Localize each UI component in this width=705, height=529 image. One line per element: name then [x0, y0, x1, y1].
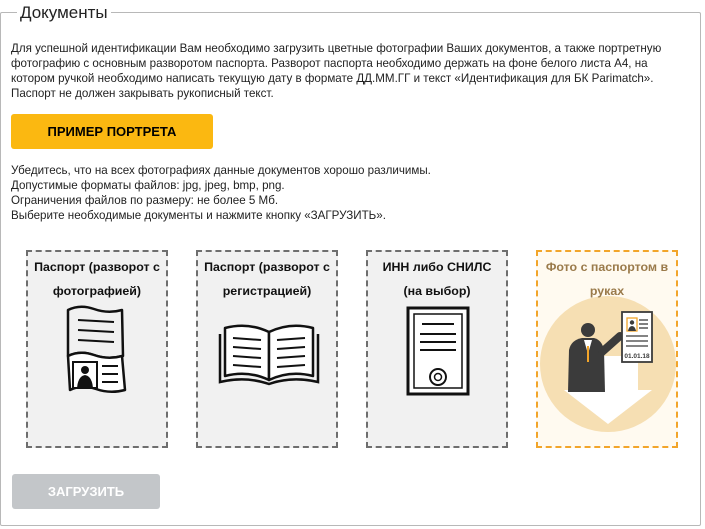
requirement-line: Выберите необходимые документы и нажмите кнопку «ЗАГРУЗИТЬ». — [11, 209, 386, 222]
card-title: Фото с паспортом в руках — [545, 260, 669, 298]
upload-card-selfie-passport[interactable] — [536, 250, 678, 448]
sample-portrait-button[interactable]: ПРИМЕР ПОРТРЕТА — [11, 114, 213, 149]
upload-card-passport-registration[interactable] — [196, 250, 338, 448]
passport-photo-icon — [28, 252, 168, 448]
requirement-line: Убедитесь, что на всех фотографиях данные документов хорошо различимы. — [11, 164, 431, 177]
requirements-list — [11, 163, 681, 223]
requirement-line: Допустимые форматы файлов: jpg, jpeg, bmp, png. — [11, 179, 285, 192]
upload-card-inn-snils[interactable] — [366, 250, 508, 448]
intro-text: Для успешной идентификации Вам необходимо загрузить цветные фотографии Ваших документов, а также портретную фотографию с основным разворотом паспорта. Разворот паспорта необходимо держать на фоне белого листа А4, на котором ручкой необходимо написать текущую дату в формате ДД.ММ.ГГ и текст «Идентификация для БК Parimatch». Паспорт не должен закрывать рукописный текст. — [11, 42, 662, 100]
card-title: Паспорт (разворот с фотографией) — [34, 260, 160, 298]
requirement-line: Ограничения файлов по размеру: не более 5 Мб. — [11, 194, 279, 207]
upload-card-passport-photo[interactable] — [26, 250, 168, 448]
upload-button[interactable]: ЗАГРУЗИТЬ — [12, 474, 160, 509]
open-book-icon — [198, 252, 338, 448]
passport-date: 01.01.18 — [624, 353, 650, 360]
document-stamp-icon — [368, 252, 508, 448]
card-title: Паспорт (разворот с регистрацией) — [204, 260, 330, 298]
card-title: ИНН либо СНИЛС (на выбор) — [382, 260, 492, 298]
section-legend: Документы — [17, 2, 111, 24]
